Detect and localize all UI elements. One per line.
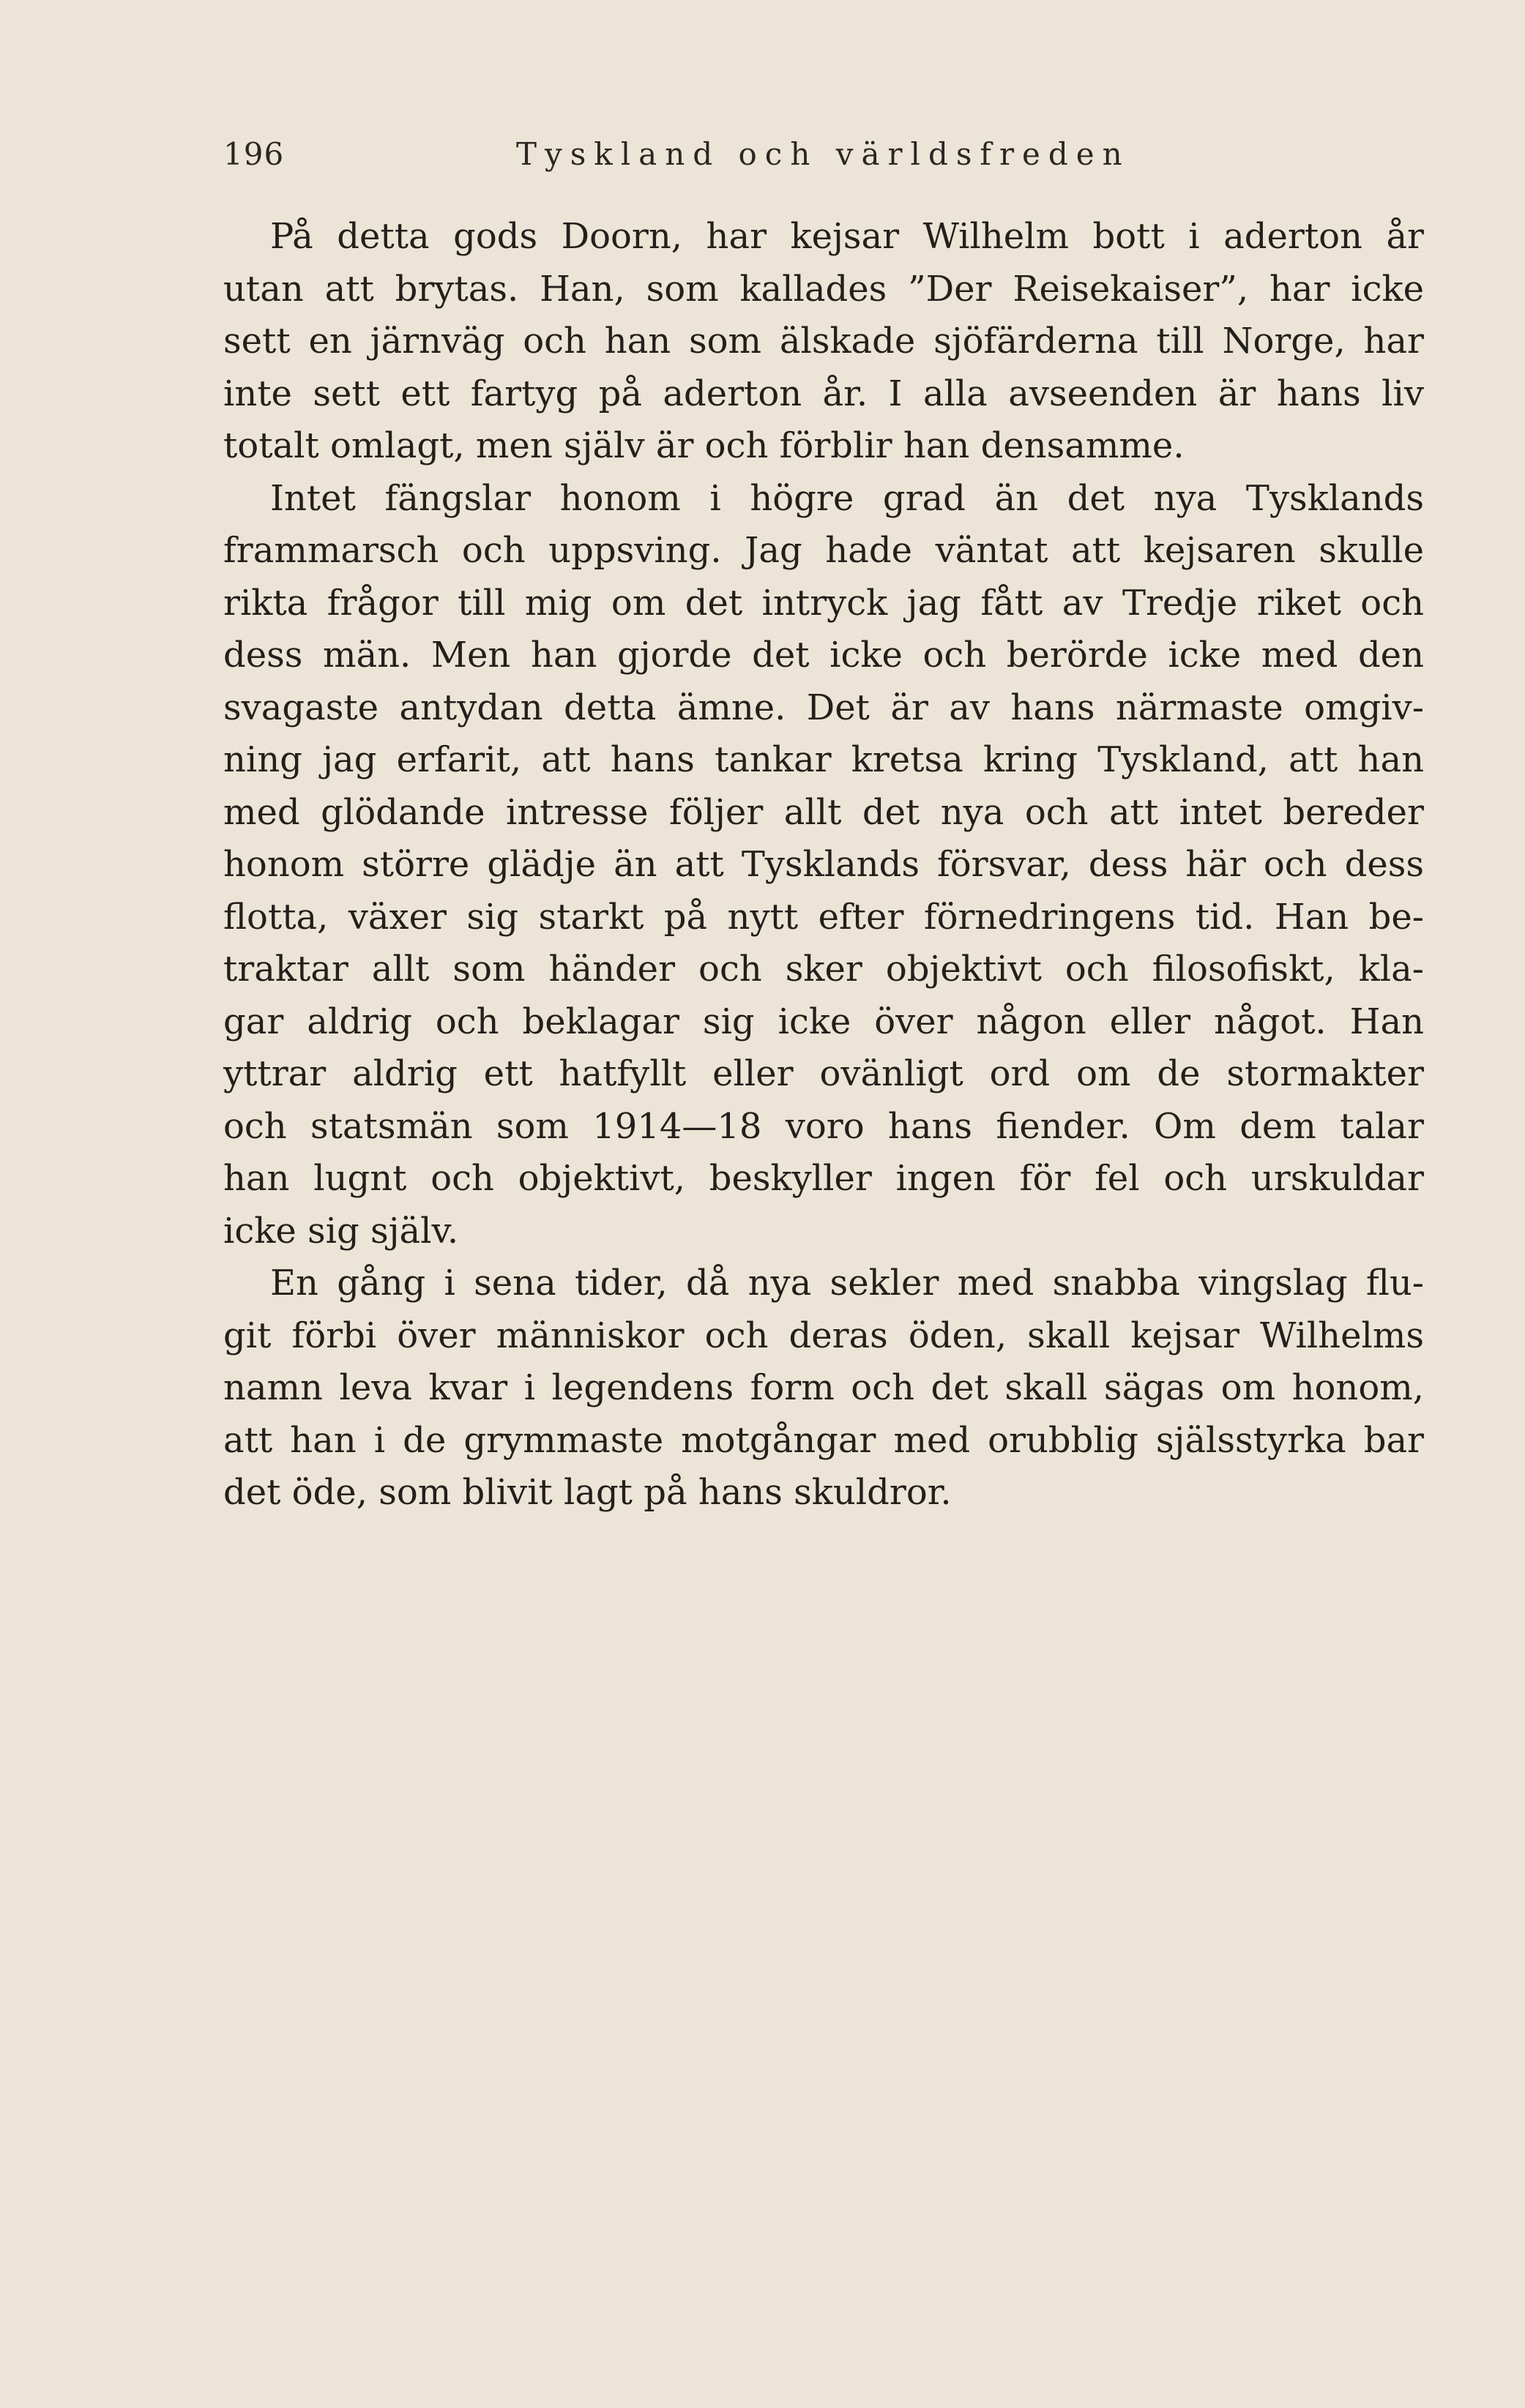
text-line: traktar allt som händer och sker objektivt och filosofiskt, kla- — [223, 949, 1424, 990]
text-line: med glödande intresse följer allt det nya och att intet bereder — [223, 791, 1424, 833]
text-line: inte sett ett fartyg på aderton år. I alla avseenden är hans liv — [223, 373, 1424, 414]
text-line: icke sig själv. — [223, 1210, 459, 1252]
text-line: sett en järnväg och han som älskade sjöfärderna till Norge, har — [223, 321, 1424, 362]
text-line: Intet fängslar honom i högre grad än det nya Tysklands — [270, 477, 1424, 519]
text-line: och statsmän som 1914—18 voro hans fiender. Om dem talar — [223, 1105, 1424, 1147]
text-line: att han i de grymmaste motgångar med orubblig själsstyrka bar — [223, 1419, 1424, 1461]
text-line: git förbi över människor och deras öden, skall kejsar Wilhelms — [223, 1315, 1424, 1356]
running-title: Tyskland och världsfreden — [516, 136, 1130, 172]
text-line: totalt omlagt, men själv är och förblir han densamme. — [223, 425, 1185, 466]
body-text — [223, 211, 1424, 1519]
text-line: svagaste antydan detta ämne. Det är av hans närmaste omgiv- — [223, 687, 1424, 728]
text-line: rikta frågor till mig om det intryck jag fått av Tredje riket och — [223, 582, 1424, 624]
text-line: utan att brytas. Han, som kallades ”Der Reisekaiser”, har icke — [223, 268, 1424, 310]
page-header — [223, 136, 1424, 187]
text-line: honom större glädje än att Tysklands försvar, dess här och dess — [223, 844, 1424, 885]
text-line: yttrar aldrig ett hatfyllt eller ovänligt ord om de stormakter — [223, 1053, 1424, 1094]
text-line: gar aldrig och beklagar sig icke över någon eller något. Han — [223, 1001, 1424, 1042]
text-line: frammarsch och uppsving. Jag hade väntat att kejsaren skulle — [223, 530, 1424, 571]
page-number: 196 — [223, 136, 285, 172]
text-line: ning jag erfarit, att hans tankar kretsa kring Tyskland, att han — [223, 739, 1424, 780]
text-line: dess män. Men han gjorde det icke och berörde icke med den — [223, 635, 1424, 676]
text-line: På detta gods Doorn, har kejsar Wilhelm bott i aderton år — [270, 216, 1424, 257]
text-line: det öde, som blivit lagt på hans skuldror. — [223, 1472, 952, 1513]
text-line: namn leva kvar i legendens form och det skall sägas om honom, — [223, 1367, 1424, 1408]
text-line: han lugnt och objektivt, beskyller ingen för fel och urskuldar — [223, 1158, 1424, 1199]
text-line: flotta, växer sig starkt på nytt efter förnedringens tid. Han be- — [223, 896, 1424, 938]
text-line: En gång i sena tider, då nya sekler med snabba vingslag flu- — [270, 1263, 1424, 1304]
